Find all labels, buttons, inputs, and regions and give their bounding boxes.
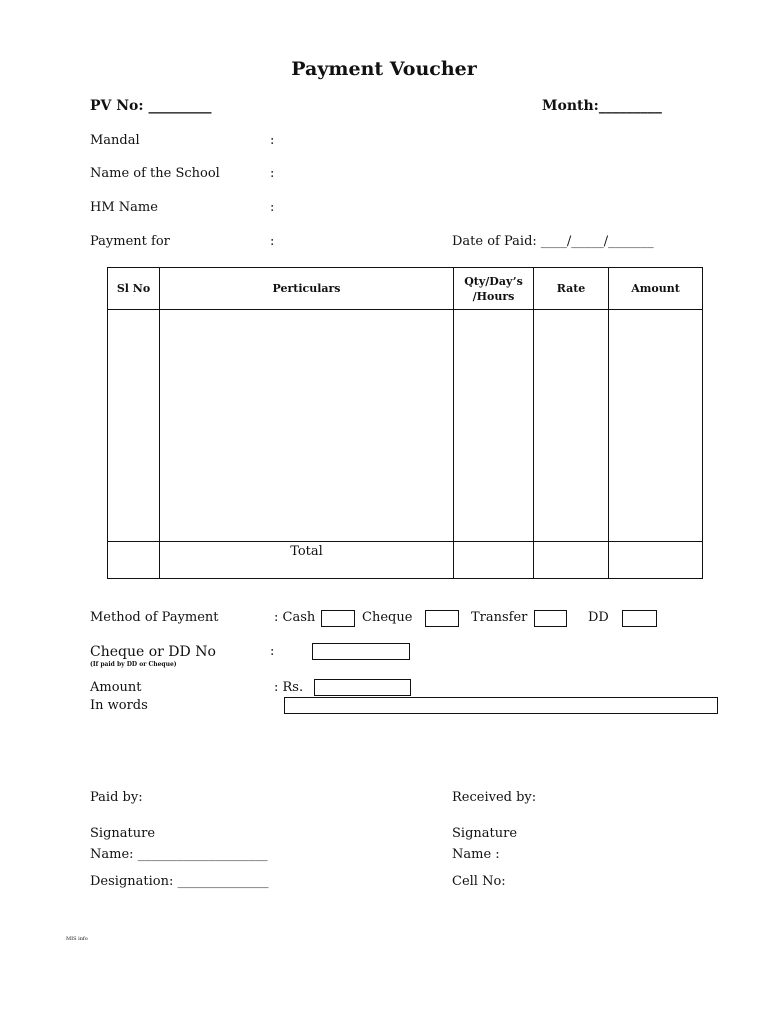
amount-in-words-input[interactable] bbox=[284, 697, 718, 714]
pv-no-field: PV No: _________ bbox=[90, 98, 212, 114]
cheque-dd-no-label: Cheque or DD No bbox=[90, 644, 216, 660]
hm-name-label: HM Name bbox=[90, 200, 158, 215]
paid-by-name: Name: ____________________ bbox=[90, 847, 268, 862]
paid-by-designation: Designation: ______________ bbox=[90, 874, 269, 889]
method-of-payment-label: Method of Payment bbox=[90, 610, 219, 625]
header-amount: Amount bbox=[609, 268, 703, 310]
received-by-heading: Received by: bbox=[452, 790, 537, 805]
table-header-row bbox=[108, 268, 703, 310]
school-name-label: Name of the School bbox=[90, 166, 220, 181]
cheque-checkbox[interactable] bbox=[425, 610, 459, 627]
paid-by-heading: Paid by: bbox=[90, 790, 143, 805]
particulars-table bbox=[107, 267, 703, 579]
cheque-dd-note: (If paid by DD or Cheque) bbox=[90, 661, 177, 668]
cell-qty[interactable] bbox=[454, 310, 534, 542]
cell-amount[interactable] bbox=[609, 310, 703, 542]
total-cell-sl bbox=[108, 542, 160, 579]
amount-input[interactable] bbox=[314, 679, 411, 696]
cell-sl-no[interactable] bbox=[108, 310, 160, 542]
amount-label: Amount bbox=[90, 680, 142, 695]
total-cell-amount[interactable] bbox=[609, 542, 703, 579]
total-cell-rate[interactable] bbox=[534, 542, 609, 579]
dd-checkbox[interactable] bbox=[622, 610, 657, 627]
cell-rate[interactable] bbox=[534, 310, 609, 542]
mandal-label: Mandal bbox=[90, 133, 140, 148]
total-label: Total bbox=[160, 542, 454, 579]
payment-for-sep: : bbox=[270, 234, 275, 249]
footer-note: MIS info bbox=[66, 936, 88, 942]
total-cell-qty[interactable] bbox=[454, 542, 534, 579]
received-by-name: Name : bbox=[452, 847, 500, 862]
header-qty: Qty/Day’s /Hours bbox=[454, 268, 534, 310]
header-rate: Rate bbox=[534, 268, 609, 310]
received-by-cell-no: Cell No: bbox=[452, 874, 506, 889]
received-by-signature: Signature bbox=[452, 826, 518, 841]
page-title: Payment Voucher bbox=[291, 58, 477, 80]
dd-label: DD bbox=[588, 610, 609, 625]
payment-for-label: Payment for bbox=[90, 234, 170, 249]
school-name-sep: : bbox=[270, 166, 275, 181]
in-words-label: In words bbox=[90, 698, 148, 713]
transfer-label: Transfer bbox=[471, 610, 528, 625]
cash-label: : Cash bbox=[274, 610, 316, 625]
cheque-dd-no-input[interactable] bbox=[312, 643, 410, 660]
transfer-checkbox[interactable] bbox=[534, 610, 567, 627]
header-particulars: Perticulars bbox=[160, 268, 454, 310]
table-total-row bbox=[108, 542, 703, 579]
table-body-row bbox=[108, 310, 703, 542]
cell-particulars[interactable] bbox=[160, 310, 454, 542]
date-of-paid-field: Date of Paid: ____/_____/_______ bbox=[452, 234, 654, 249]
paid-by-signature: Signature bbox=[90, 826, 156, 841]
cheque-label: Cheque bbox=[362, 610, 413, 625]
header-sl-no: Sl No bbox=[108, 268, 160, 310]
hm-name-sep: : bbox=[270, 200, 275, 215]
mandal-sep: : bbox=[270, 133, 275, 148]
cheque-dd-sep: : bbox=[270, 644, 275, 659]
amount-rs-label: : Rs. bbox=[274, 680, 304, 695]
cash-checkbox[interactable] bbox=[321, 610, 355, 627]
month-field: Month:_________ bbox=[542, 98, 662, 114]
